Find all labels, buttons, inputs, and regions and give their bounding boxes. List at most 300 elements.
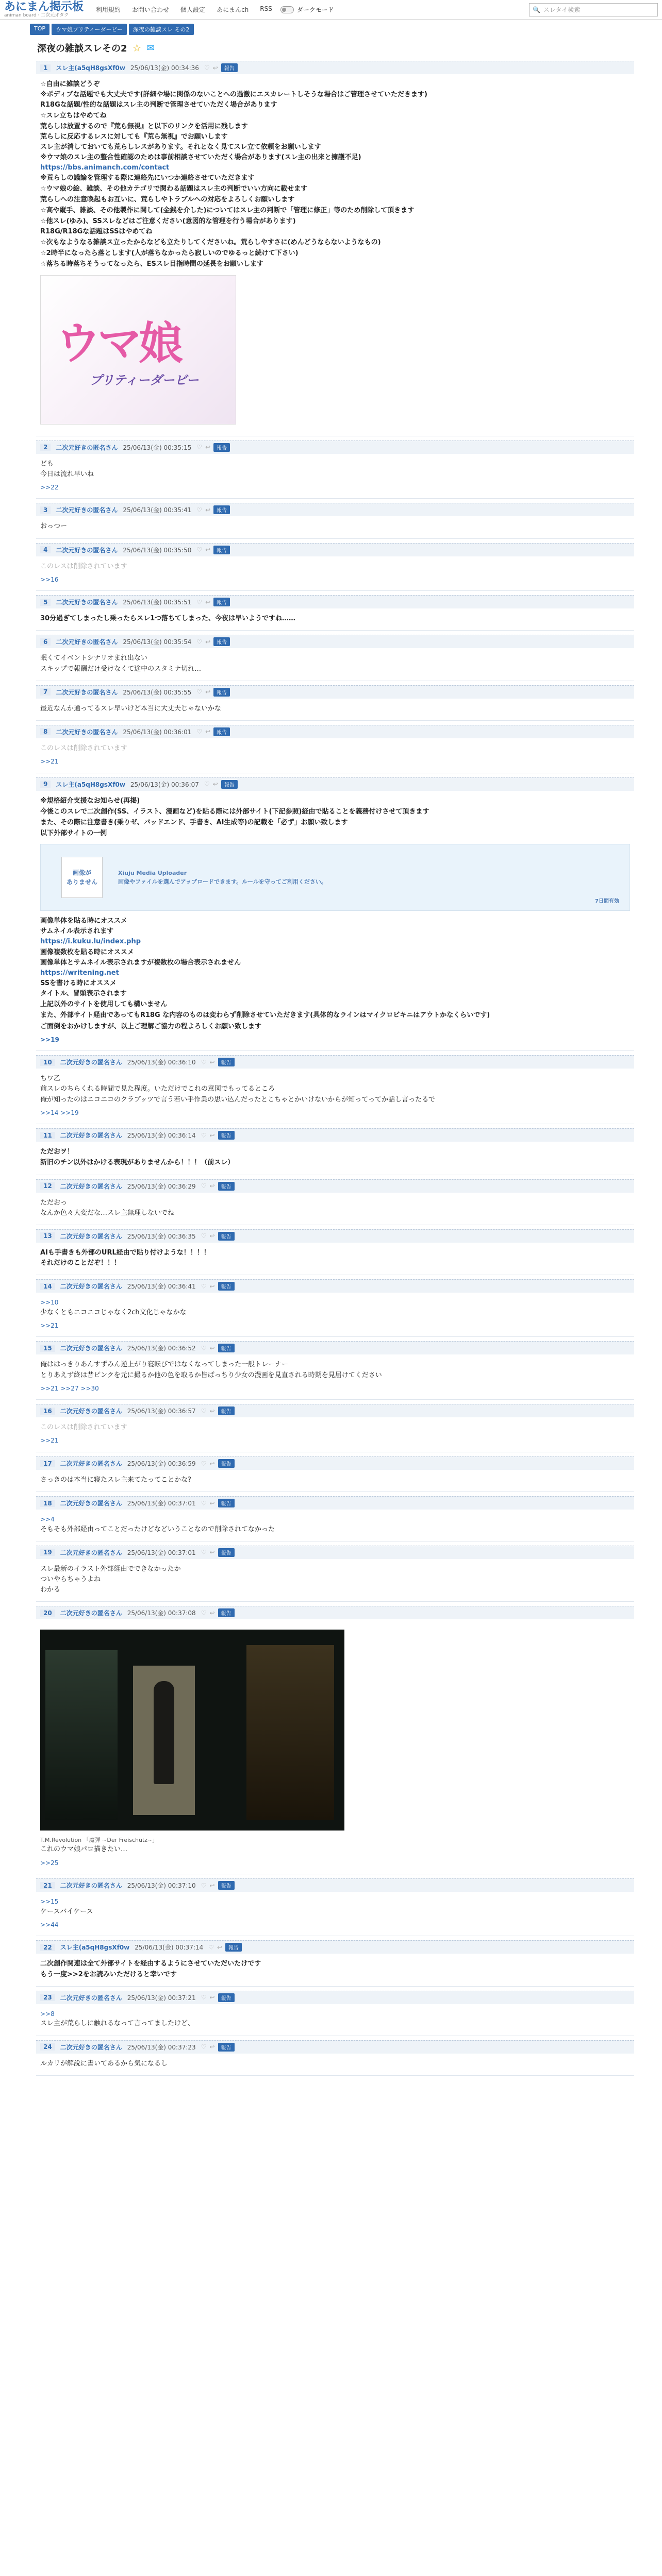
poster-name: 二次元好きの匿名さん (60, 1059, 122, 1066)
post-19 (36, 1541, 634, 1602)
like-icon[interactable]: ♡ (196, 598, 203, 606)
post-number[interactable]: 14 (40, 1283, 55, 1290)
post-line: R18G/R18Gな話題はSSはやめてね (40, 227, 153, 235)
post-line: ※規格紹介支援なお知らせ(再掲) (40, 796, 140, 805)
post-line: 今後このスレで二次創作(SS、イラスト、漫画など)を貼る際には外部サイト(下記参照)経由で貼ることを義務付けさせて頂きます (40, 807, 429, 816)
post-date: 25/06/13(金) 00:36:29 (127, 1182, 196, 1190)
reply-icon[interactable]: ↩ (209, 1131, 215, 1139)
post-actions (201, 1881, 235, 1890)
post-body (36, 1417, 634, 1446)
poster-name: 二次元好きの匿名さん (60, 1408, 122, 1415)
site-header (0, 0, 662, 20)
post-header (36, 1404, 634, 1417)
breadcrumb (0, 20, 662, 35)
post-header (36, 725, 634, 738)
post-line: スレ主が荒らしに触れるなって言ってましたけど、 (40, 2020, 195, 2028)
post-actions (196, 546, 230, 554)
post-number[interactable]: 17 (40, 1460, 55, 1467)
no-image-label: 画像が (72, 869, 91, 876)
post-line: ※ポディブな話題でも大丈夫です(詳細や場に関係のないことへの過激にエスカレートしそうな場合はご管理させていただきます) (40, 91, 427, 99)
post-24 (36, 2036, 634, 2076)
post-line: ご面倒をおかけしますが、以上ご理解ご協力の程よろしくお願い致します (40, 1022, 262, 1030)
like-icon[interactable]: ♡ (196, 728, 203, 736)
reply-icon[interactable]: ↩ (209, 1282, 215, 1290)
like-icon[interactable]: ♡ (201, 1407, 207, 1415)
nav-animanch[interactable]: あにまんch (217, 6, 249, 13)
report-button[interactable]: 報告 (221, 780, 238, 789)
darkmode-toggle[interactable] (280, 5, 334, 14)
post-number[interactable]: 15 (40, 1345, 55, 1352)
post-number[interactable]: 19 (40, 1549, 55, 1556)
post-line: 俺ははっきりあんすずみん逆上がり寝転びではなくなってしまった一般トレーナー (40, 1361, 289, 1369)
post-date: 25/06/13(金) 00:35:54 (123, 638, 192, 646)
report-button[interactable]: 報告 (218, 1131, 235, 1140)
like-icon[interactable]: ♡ (204, 64, 210, 72)
like-icon[interactable]: ♡ (196, 688, 203, 696)
post-body (36, 1559, 634, 1595)
post-body (36, 738, 634, 767)
post-actions (201, 1232, 235, 1241)
post-body (36, 1069, 634, 1117)
post-date: 25/06/13(金) 00:36:07 (130, 781, 199, 788)
site-logo[interactable] (4, 1, 84, 18)
reply-icon[interactable]: ↩ (209, 1182, 215, 1190)
post-header (36, 1055, 634, 1069)
post-line: 少なくともニコニコじゃなく2ch文化じゃなかな (40, 1308, 187, 1316)
post-actions (201, 1993, 235, 2002)
post-number[interactable]: 11 (40, 1132, 55, 1139)
post-date: 25/06/13(金) 00:37:08 (127, 1609, 196, 1617)
contact-link[interactable]: https://bbs.animanch.com/contact (40, 164, 170, 172)
post-number[interactable]: 9 (40, 781, 51, 788)
post-actions (201, 1548, 235, 1557)
post-actions (196, 688, 230, 697)
poster-name: 二次元好きの匿名さん (60, 1182, 122, 1190)
report-button[interactable]: 報告 (218, 1548, 235, 1557)
post-number[interactable]: 4 (40, 546, 51, 553)
banner-subtitle: プリティーダービー (90, 372, 199, 387)
post-date: 25/06/13(金) 00:36:52 (127, 1345, 196, 1352)
post-line: ルカリが解説に書いてあるから気になるし (40, 2059, 168, 2067)
post-body (36, 1954, 634, 1979)
post-line: ただおヲ！ (40, 1148, 74, 1156)
post-date: 25/06/13(金) 00:37:01 (127, 1500, 196, 1507)
like-icon[interactable]: ♡ (201, 1182, 207, 1190)
like-icon[interactable]: ♡ (201, 1499, 207, 1507)
poster-name: 二次元好きの匿名さん (60, 1132, 122, 1140)
post-header (36, 543, 634, 556)
post-line: ☆スレ立ちはやめてね (40, 112, 107, 120)
post-actions (196, 443, 230, 452)
search-icon: 🔍 (533, 6, 540, 13)
post-12 (36, 1175, 634, 1225)
report-button[interactable]: 報告 (213, 598, 230, 606)
post-line: このレスは削除されています (40, 744, 127, 752)
nav-settings[interactable]: 個人設定 (180, 6, 206, 13)
poster-name: 二次元好きの匿名さん (56, 444, 118, 451)
post-header (36, 635, 634, 648)
post-header (36, 1940, 634, 1954)
breadcrumb-thread[interactable]: 深夜の雑談スレ その2 (129, 24, 194, 35)
post-line: ただおっ (40, 1198, 68, 1207)
like-icon[interactable]: ♡ (204, 781, 210, 788)
poster-name: 二次元好きの匿名さん (56, 546, 118, 554)
post-line: 画像単体を貼る時にオススメ (40, 917, 127, 925)
post-line: ☆他スレ(ゆみ)、SSスレなどはご注意ください(意図的な管理を行う場合があります) (40, 217, 296, 225)
post-line: スレ最新のイラスト外部経由でできなかったか (40, 1565, 181, 1573)
post-line: 俺が知ったのはニコニコのクラブッツで言う若い手作業の思い込んだったとこちゃとかいけないからが知ってってか話し言ったるで (40, 1095, 435, 1104)
post-actions (201, 1406, 235, 1415)
post-line: ☆落ちる時落ちそうってなったら、ESスレ目指時間の延長をお願いします (40, 260, 263, 268)
poster-name: 二次元好きの匿名さん (60, 1460, 122, 1468)
post-line: ※荒らしの議論を管理する際に連絡先にいつか連絡させていただきます (40, 174, 255, 182)
post-actions (196, 505, 230, 514)
post-header (36, 2040, 634, 2054)
poster-name: 二次元好きの匿名さん (56, 688, 118, 696)
post-body (36, 74, 634, 425)
reply-links[interactable]: >>21 (40, 1437, 59, 1445)
post-body (36, 1293, 634, 1330)
reply-icon[interactable]: ↩ (209, 1460, 215, 1467)
post-body (36, 1619, 634, 1868)
post-header (36, 61, 634, 74)
uploader-title: Xiuju Media Uploader (118, 870, 187, 877)
post-line: 荒らしへの注意喚起もお互いに、荒らしやトラブルへの対応をよろしくお願いします (40, 195, 295, 204)
poster-name: 二次元好きの匿名さん (60, 1609, 122, 1617)
report-button[interactable]: 報告 (213, 727, 230, 736)
reply-links[interactable]: >>21 (40, 757, 59, 765)
post-actions (201, 1182, 235, 1191)
post-line: タイトル、冒頭表示されます (40, 990, 127, 998)
reply-icon[interactable]: ↩ (209, 1994, 215, 2002)
post-header (36, 1279, 634, 1293)
post-line: ☆自由に雑談どうぞ (40, 80, 100, 88)
post-date: 25/06/13(金) 00:35:41 (123, 506, 192, 514)
kuku-link[interactable]: https://i.kuku.lu/index.php (40, 938, 141, 946)
embedded-video-thumbnail[interactable] (40, 1630, 344, 1831)
report-button[interactable]: 報告 (213, 546, 230, 554)
post-line: スレ主が消しておいても荒らしレスがあります。それとなく見てスレ立て依頼をお願いします (40, 143, 321, 151)
post-10 (36, 1051, 634, 1124)
writening-link[interactable]: https://writening.net (40, 969, 119, 977)
nav-rss[interactable]: RSS (260, 5, 272, 12)
post-date: 25/06/13(金) 00:35:51 (123, 599, 192, 606)
favorite-star-icon[interactable]: ☆ (132, 42, 142, 54)
report-button[interactable]: 報告 (213, 505, 230, 514)
reply-links[interactable]: >>21 (40, 1321, 59, 1329)
post-line: もう一度>>2をお読みいただけると幸いです (40, 1970, 177, 1978)
post-body (36, 1354, 634, 1393)
reply-links[interactable]: >>25 (40, 1859, 59, 1867)
post-line: なんか色々大変だな…スレ主無理しないでね (40, 1209, 175, 1217)
post-actions (204, 63, 238, 72)
post-13 (36, 1225, 634, 1275)
toggle-icon (280, 6, 294, 13)
post-date: 25/06/13(金) 00:35:15 (123, 444, 192, 451)
post-number[interactable]: 23 (40, 1994, 55, 2001)
post-body (36, 608, 634, 624)
like-icon[interactable]: ♡ (201, 1609, 207, 1617)
post-line: 二次創作関連は全て外部サイトを経由するようにさせていただいたけです (40, 1960, 261, 1968)
post-line: ついやらちゃうよね (40, 1575, 101, 1584)
poster-name: 二次元好きの匿名さん (56, 728, 118, 736)
like-icon[interactable]: ♡ (201, 1058, 207, 1066)
like-icon[interactable]: ♡ (201, 1549, 207, 1556)
post-header (36, 440, 634, 454)
like-icon[interactable]: ♡ (201, 1344, 207, 1352)
report-button[interactable]: 報告 (221, 63, 238, 72)
report-button[interactable]: 報告 (218, 2043, 235, 2052)
reply-links[interactable]: >>16 (40, 575, 59, 583)
reply-icon[interactable]: ↩ (205, 638, 211, 646)
post-body (36, 1142, 634, 1168)
twitter-share-icon[interactable]: ✉ (146, 42, 155, 54)
no-image-label-2: ありません (66, 878, 97, 886)
post-number[interactable]: 3 (40, 506, 51, 514)
post-line: ちワ乙 (40, 1075, 61, 1083)
poster-name: 二次元好きの匿名さん (56, 506, 118, 514)
breadcrumb-board[interactable]: ウマ娘プリティーダービー (52, 24, 127, 35)
post-line: それだけのことだぞ！！！ (40, 1259, 121, 1267)
post-number[interactable]: 10 (40, 1059, 55, 1066)
post-line: とりあえず終は昔ピンクを元に撮るか他の色を取るか皆ぱっちり少女の漫画を見直される時期を見届けてください (40, 1371, 382, 1379)
poster-name: 二次元好きの匿名さん (56, 599, 118, 606)
reply-icon[interactable]: ↩ (205, 728, 211, 736)
like-icon[interactable]: ♡ (201, 1460, 207, 1467)
post-actions (201, 1344, 235, 1352)
post-header (36, 1341, 634, 1354)
post-line: ☆次もなようなる雑談ス立ったからなども立たりしてくださいね。荒らしやすさに(めんどうならないようなもの) (40, 239, 381, 247)
uploader-text (118, 869, 327, 886)
report-button[interactable]: 報告 (218, 1406, 235, 1415)
post-body (36, 556, 634, 585)
scene-fig (154, 1681, 174, 1784)
post-number[interactable]: 5 (40, 599, 51, 606)
reply-links[interactable]: >>21 >>27 >>30 (40, 1384, 99, 1392)
post-8 (36, 721, 634, 773)
post-date: 25/06/13(金) 00:36:35 (127, 1232, 196, 1240)
post-date: 25/06/13(金) 00:36:57 (127, 1408, 196, 1415)
post-date: 25/06/13(金) 00:35:50 (123, 546, 192, 554)
like-icon[interactable]: ♡ (208, 1943, 214, 1951)
post-line: >>15 (40, 1898, 59, 1906)
post-line: ケースバイケース (40, 1907, 93, 1916)
reply-icon[interactable]: ↩ (209, 1344, 215, 1352)
post-header (36, 503, 634, 516)
post-number[interactable]: 20 (40, 1609, 55, 1617)
like-icon[interactable]: ♡ (201, 2043, 207, 2050)
post-line: また、その際に注意書き(乗りゼ、バッドエンド、手書き、AI生成等)の記載を「必ず」お願い致します (40, 818, 348, 826)
darkmode-label: ダークモード (296, 6, 334, 13)
post-body (36, 699, 634, 714)
post-number[interactable]: 8 (40, 728, 51, 735)
post-body (36, 791, 634, 1045)
reply-icon[interactable]: ↩ (212, 64, 218, 72)
report-button[interactable]: 報告 (213, 443, 230, 452)
like-icon[interactable]: ♡ (196, 506, 203, 514)
search-box[interactable] (529, 3, 658, 16)
report-button[interactable]: 報告 (225, 1943, 242, 1952)
poster-name: 二次元好きの匿名さん (60, 1345, 122, 1352)
reply-icon[interactable]: ↩ (209, 1499, 215, 1507)
reply-icon[interactable]: ↩ (209, 1549, 215, 1556)
report-button[interactable]: 報告 (213, 637, 230, 646)
post-line: 画像単体とサムネイル表示されますが複数枚の場合表示されません (40, 958, 241, 967)
post-15 (36, 1337, 634, 1400)
poster-name: 二次元好きの匿名さん (60, 1882, 122, 1890)
report-button[interactable]: 報告 (218, 1182, 235, 1191)
report-button[interactable]: 報告 (218, 1344, 235, 1352)
post-number[interactable]: 2 (40, 444, 51, 451)
reply-links[interactable]: >>14 >>19 (40, 1109, 79, 1116)
post-line: ☆高や縦手、雑談、その他製作に関して(金銭を介した)についてはスレ主の判断で「管理に修正」等のため削除して頂きます (40, 206, 415, 214)
reply-icon[interactable]: ↩ (209, 1058, 215, 1066)
report-button[interactable]: 報告 (213, 688, 230, 697)
post-line: 荒らしは放置するので『荒ら無視』と以下のリンクを活用に残します (40, 122, 248, 130)
report-button[interactable]: 報告 (218, 1499, 235, 1507)
post-header (36, 595, 634, 608)
post-17 (36, 1452, 634, 1492)
report-button[interactable]: 報告 (218, 1058, 235, 1066)
report-button[interactable]: 報告 (218, 1282, 235, 1291)
post-actions (196, 598, 230, 606)
report-button[interactable]: 報告 (218, 1881, 235, 1890)
post-line: >>8 (40, 2010, 55, 2018)
post-number[interactable]: 18 (40, 1500, 55, 1507)
post-line: 新旧のチン以外はかける表現がありませんから！！！（前スレ） (40, 1159, 235, 1167)
post-actions (201, 1131, 235, 1140)
report-button[interactable]: 報告 (218, 1232, 235, 1241)
post-header (36, 1878, 634, 1892)
post-date: 25/06/13(金) 00:36:01 (123, 728, 192, 736)
reply-links[interactable]: >>44 (40, 1921, 59, 1928)
post-header (36, 1496, 634, 1510)
post-6 (36, 631, 634, 681)
poster-name: 二次元好きの匿名さん (56, 638, 118, 646)
post-14 (36, 1275, 634, 1337)
post-line: 30分過ぎてしまったし乗ったらスレ1つ落ちてしまった、今夜は早いようですね…… (40, 615, 296, 623)
reply-icon[interactable]: ↩ (205, 444, 211, 451)
reply-icon[interactable]: ↩ (209, 1882, 215, 1889)
post-line: AIも手書きも外部のURL経由で貼り付けような！！！！ (40, 1248, 210, 1257)
post-number[interactable]: 1 (40, 64, 51, 72)
post-line: このレスは削除されています (40, 562, 127, 570)
reply-icon[interactable]: ↩ (217, 1943, 223, 1951)
like-icon[interactable]: ♡ (196, 546, 203, 554)
post-number[interactable]: 24 (40, 2043, 55, 2050)
post-line: 画像複数枚を貼る時にオススメ (40, 948, 134, 956)
poster-name: スレ主(a5qH8gsXf0w (56, 64, 125, 72)
breadcrumb-top[interactable]: TOP (30, 24, 49, 35)
like-icon[interactable]: ♡ (201, 1994, 207, 2002)
post-actions (196, 727, 230, 736)
image-caption: T.M.Revolution 「魔弾 ~Der Freischütz~」 (40, 1837, 158, 1844)
post-number[interactable]: 16 (40, 1408, 55, 1415)
reply-icon[interactable]: ↩ (205, 598, 211, 606)
post-number[interactable]: 7 (40, 688, 51, 696)
nav-terms[interactable]: 利用規約 (96, 6, 121, 13)
reply-icon[interactable]: ↩ (209, 1232, 215, 1240)
post-header (36, 1128, 634, 1142)
report-button[interactable]: 報告 (218, 1459, 235, 1468)
like-icon[interactable]: ♡ (196, 444, 203, 451)
post-actions (196, 637, 230, 646)
post-notice (36, 773, 634, 1052)
post-11 (36, 1124, 634, 1175)
post-line: おっつー (40, 522, 68, 531)
like-icon[interactable]: ♡ (201, 1232, 207, 1240)
post-line: さっきのは本当に寝たスレ主来てたってことかな? (40, 1476, 191, 1484)
reply-icon[interactable]: ↩ (205, 546, 211, 554)
like-icon[interactable]: ♡ (196, 638, 203, 646)
post-4 (36, 539, 634, 591)
post-number[interactable]: 12 (40, 1182, 55, 1190)
post-date: 25/06/13(金) 00:37:23 (127, 2043, 196, 2051)
post-actions (201, 1499, 235, 1507)
reply-icon[interactable]: ↩ (205, 688, 211, 696)
post-header (36, 1606, 634, 1619)
reply-icon[interactable]: ↩ (209, 1609, 215, 1617)
post-line: これのウマ娘パロ描きたい… (40, 1845, 128, 1854)
report-button[interactable]: 報告 (218, 1993, 235, 2002)
nav-contact[interactable]: お問い合わせ (132, 6, 170, 13)
reply-icon[interactable]: ↩ (209, 2043, 215, 2050)
post-number[interactable]: 6 (40, 638, 51, 646)
post-line: そもそも外部経由ってことだったけどなどいうことなので削除されてなかった (40, 1525, 275, 1533)
post-23 (36, 1987, 634, 2036)
post-number[interactable]: 22 (40, 1944, 55, 1951)
post-date: 25/06/13(金) 00:37:10 (127, 1882, 196, 1890)
post-header (36, 1229, 634, 1243)
post-header (36, 777, 634, 791)
post-body (36, 2054, 634, 2069)
post-body (36, 454, 634, 493)
like-icon[interactable]: ♡ (201, 1131, 207, 1139)
post-number[interactable]: 21 (40, 1882, 55, 1889)
reply-links[interactable]: >>22 (40, 483, 59, 491)
post-date: 25/06/13(金) 00:36:59 (127, 1460, 196, 1468)
reply-links[interactable]: >>19 (40, 1036, 59, 1043)
post-body (36, 1510, 634, 1535)
post-body (36, 2004, 634, 2029)
banner-title: ウマ娘 (56, 317, 180, 369)
post-date: 25/06/13(金) 00:36:10 (127, 1059, 196, 1066)
like-icon[interactable]: ♡ (201, 1282, 207, 1290)
post-line: 以下外部サイトの一例 (40, 829, 107, 837)
post-date: 25/06/13(金) 00:36:41 (127, 1283, 196, 1291)
post-number[interactable]: 13 (40, 1232, 55, 1240)
reply-icon[interactable]: ↩ (212, 781, 218, 788)
post-header (36, 685, 634, 699)
poster-name: 二次元好きの匿名さん (60, 1994, 122, 2002)
like-icon[interactable]: ♡ (201, 1882, 207, 1889)
post-body (36, 1243, 634, 1268)
thread-banner-image (40, 275, 236, 425)
reply-icon[interactable]: ↩ (209, 1407, 215, 1415)
post-line: このレスは削除されています (40, 1423, 127, 1432)
post-line: 上記以外のサイトを使用しても構いません (40, 1001, 168, 1009)
reply-icon[interactable]: ↩ (205, 506, 211, 514)
post-2 (36, 436, 634, 499)
post-21 (36, 1874, 634, 1936)
logo-text: あにまん掲示板 (4, 0, 84, 13)
report-button[interactable]: 報告 (218, 1608, 235, 1617)
uploader-widget[interactable] (40, 844, 630, 911)
post-line: 最近なんか通ってるスレ早いけど本当に大丈夫じゃないかな (40, 704, 222, 713)
post-7 (36, 681, 634, 721)
post-20 (36, 1602, 634, 1874)
poster-name: 二次元好きの匿名さん (60, 1232, 122, 1240)
